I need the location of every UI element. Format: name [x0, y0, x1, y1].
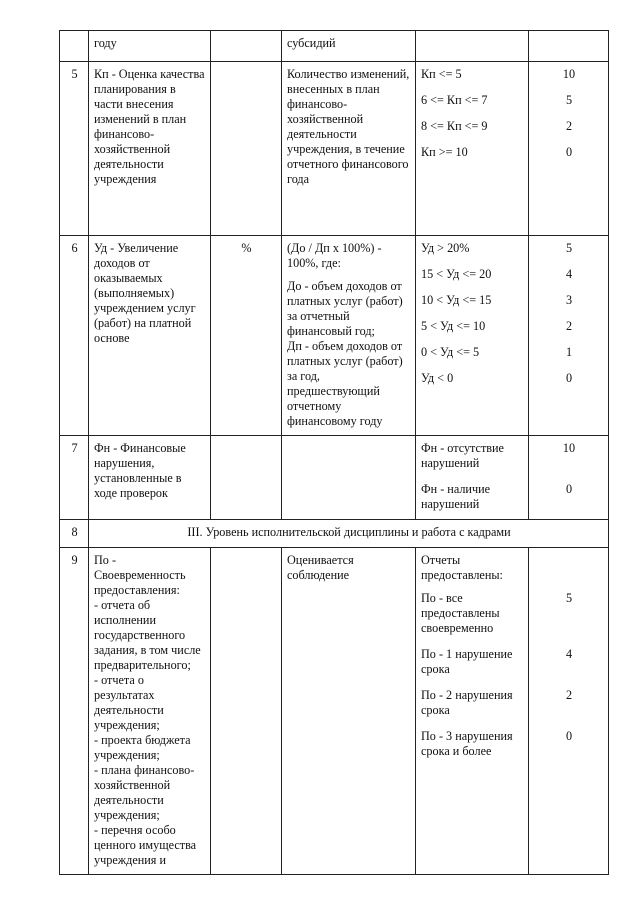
criteria-cell [416, 31, 529, 62]
row-number-cell [60, 236, 89, 436]
score: 10 [562, 67, 576, 81]
criterion: Кп <= 5 [421, 67, 462, 81]
row-number: 7 [71, 441, 78, 455]
score: 10 [562, 441, 576, 455]
score: 4 [565, 647, 573, 661]
unit-cell [211, 62, 282, 236]
unit-cell [211, 31, 282, 62]
criterion: По - 3 нарушения срока и более [421, 729, 513, 758]
method-cell [282, 436, 416, 520]
criterion: По - 1 нарушение срока [421, 647, 513, 676]
formula: (Дo / Дп х 100%) - 100%, где: [287, 241, 382, 270]
indicator-name-cell [89, 236, 211, 436]
indicator-name-cell [89, 436, 211, 520]
indicator-name: Кп - Оценка качества планирования в части внесения изменений в план финансово-хозяйственной деятельности учреждения [94, 67, 205, 186]
indicator-name: Фн - Финансовые нарушения, установленные в ходе проверок [94, 441, 186, 500]
table-row [60, 31, 609, 62]
criterion: По - 2 нарушения срока [421, 688, 513, 717]
score: 5 [565, 591, 573, 605]
criteria-cell [416, 62, 529, 236]
criterion: По - все предоставлены своевременно [421, 591, 500, 635]
indicator-name-cell [89, 31, 211, 62]
score: 0 [565, 482, 573, 496]
method-cell [282, 548, 416, 875]
score: 2 [565, 119, 573, 133]
unit-cell [211, 236, 282, 436]
indicator-name: году [94, 36, 117, 50]
method-text: субсидий [287, 36, 336, 50]
method-text: Оценивается соблюдение [287, 553, 354, 582]
criterion: Уд > 20% [421, 241, 470, 255]
method-cell [282, 31, 416, 62]
criteria-cell [416, 236, 529, 436]
score-cell [529, 236, 609, 436]
criterion: 15 < Уд <= 20 [421, 267, 492, 281]
score: 1 [565, 345, 573, 359]
section-row [60, 520, 609, 548]
table-row [60, 236, 609, 436]
criterion: 6 <= Кп <= 7 [421, 93, 488, 107]
criterion: Фн - отсутствие нарушений [421, 441, 504, 470]
row-number-cell [60, 62, 89, 236]
row-number-cell [60, 548, 89, 875]
criterion: Фн - наличие нарушений [421, 482, 491, 511]
score-cell [529, 436, 609, 520]
unit-cell [211, 436, 282, 520]
indicator-name: Уд - Увеличение доходов от оказываемых (выполняемых) учреждением услуг (работ) на платной основе [94, 241, 196, 345]
score: 0 [565, 729, 573, 743]
indicator-name-cell [89, 62, 211, 236]
score: 0 [565, 145, 573, 159]
criterion: 0 < Уд <= 5 [421, 345, 480, 359]
method-cell [282, 236, 416, 436]
score-cell [529, 62, 609, 236]
row-number: 5 [71, 67, 78, 81]
score: 4 [565, 267, 573, 281]
table-row [60, 62, 609, 236]
score: 2 [565, 688, 573, 702]
indicators-table [59, 30, 609, 875]
criteria-cell [416, 548, 529, 875]
criterion: Уд < 0 [421, 371, 454, 385]
score: 3 [565, 293, 573, 307]
section-title-cell [89, 520, 609, 548]
score-cell [529, 548, 609, 875]
method-text: Количество изменений, внесенных в план финансово-хозяйственной деятельности учреждения, в течение отчетного финансового года [287, 67, 410, 186]
indicator-name-cell [89, 548, 211, 875]
section-title: III. Уровень исполнительской дисциплины и работа с кадрами [187, 525, 511, 539]
row-number-cell [60, 31, 89, 62]
row-number: 6 [71, 241, 78, 255]
row-number: 8 [71, 525, 78, 539]
formula-definition: Дп - объем доходов от платных услуг (работ) за год, предшествующий отчетному финансовому году [287, 339, 403, 428]
score: 5 [565, 241, 573, 255]
criterion: Кп >= 10 [421, 145, 468, 159]
criterion: 10 < Уд <= 15 [421, 293, 492, 307]
criteria-cell [416, 436, 529, 520]
row-number-cell [60, 520, 89, 548]
score: 0 [565, 371, 573, 385]
criteria-header: Отчеты предоставлены: [421, 553, 503, 582]
criterion: 5 < Уд <= 10 [421, 319, 486, 333]
table-row [60, 548, 609, 875]
unit-cell [211, 548, 282, 875]
method-cell [282, 62, 416, 236]
formula-definition: Дo - объем доходов от платных услуг (работ) за отчетный финансовый год; [287, 279, 403, 338]
score-cell [529, 31, 609, 62]
row-number-cell [60, 436, 89, 520]
table-row [60, 436, 609, 520]
criterion: 8 <= Кп <= 9 [421, 119, 488, 133]
score: 2 [565, 319, 573, 333]
indicator-name: По - Своевременность предоставления: - отчета об исполнении государственного задания, в том числе предварительного; - отчета о результатах деятельности учреждения; - проекта бюджета учреждения; - плана финансово-хозяйственной деятельности учреждения; - перечня особо ценного имущества учреждения и [94, 553, 201, 867]
score: 5 [565, 93, 573, 107]
unit: % [241, 241, 252, 255]
row-number: 9 [71, 553, 78, 567]
